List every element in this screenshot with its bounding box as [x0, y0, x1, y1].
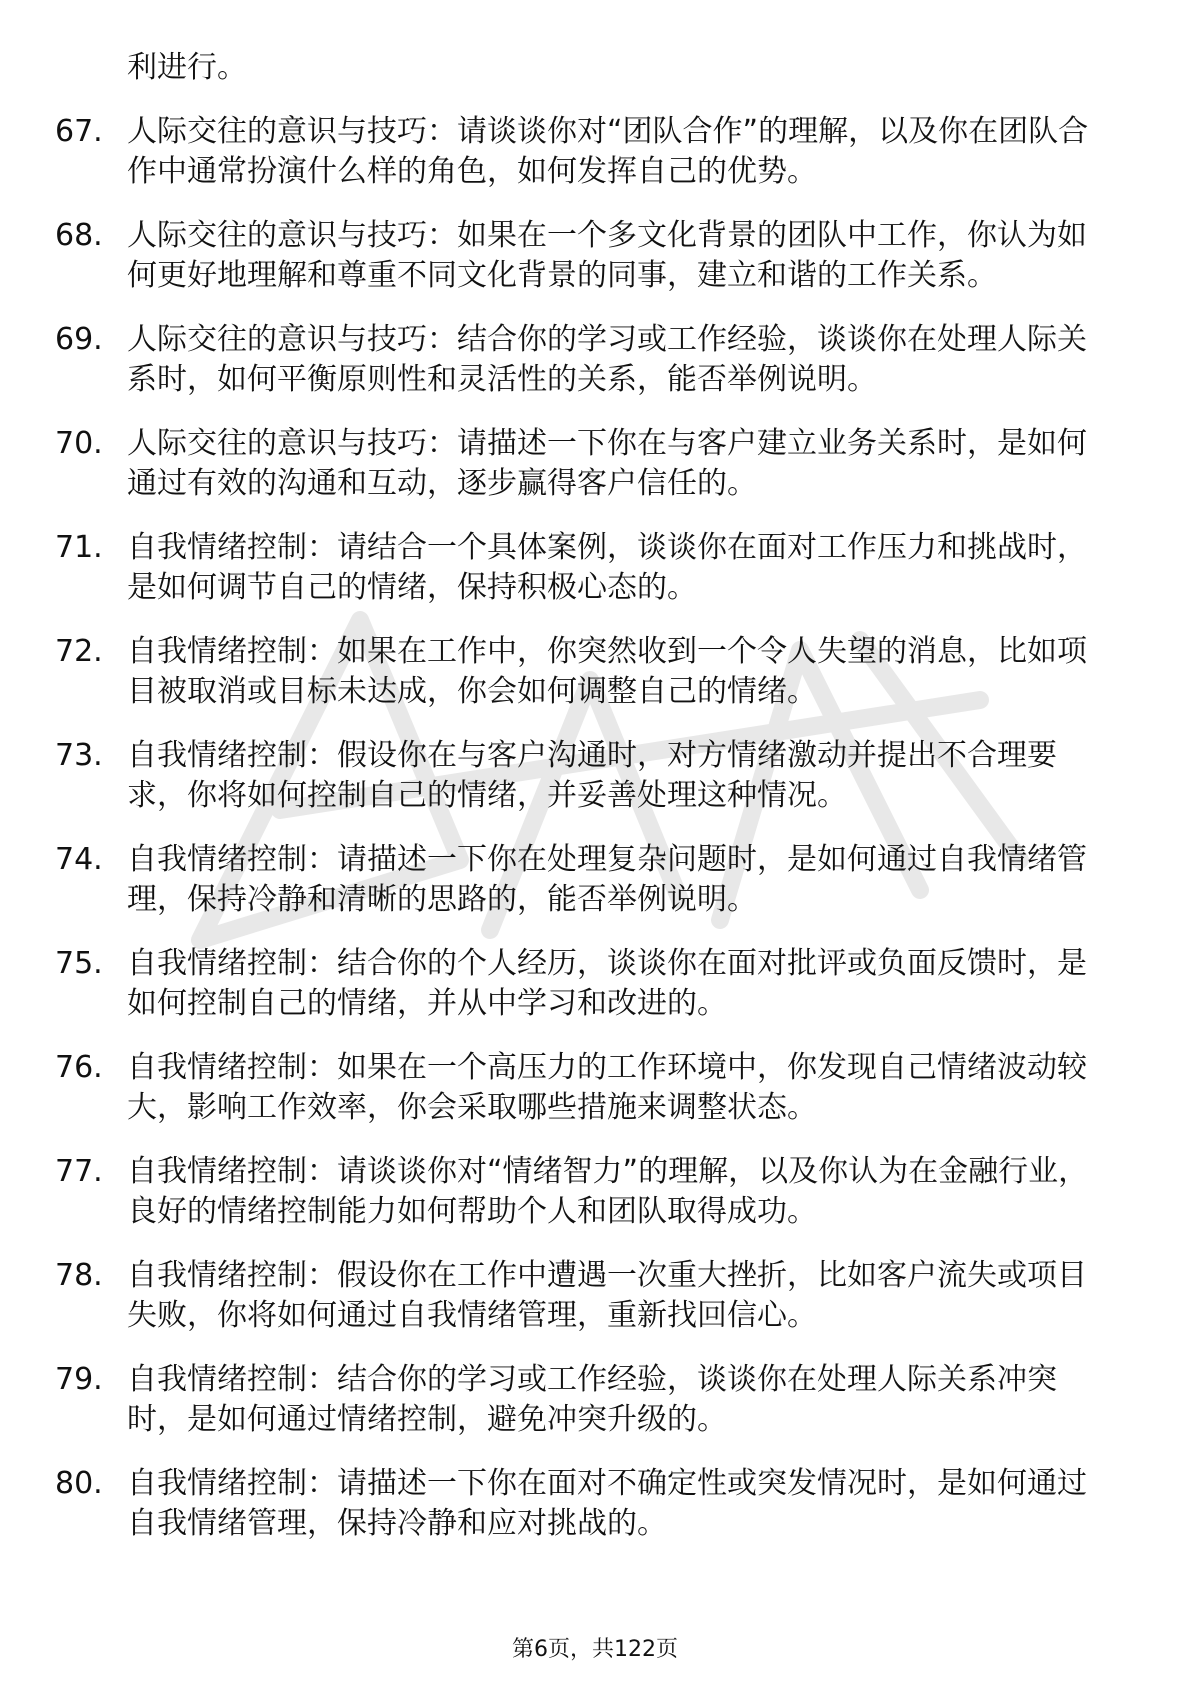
question-number: 68. — [55, 218, 103, 253]
question-text: 人际交往的意识与技巧：如果在一个多文化背景的团队中工作，你认为如何更好地理解和尊重不同文化背景的同事，建立和谐的工作关系。 — [127, 218, 1087, 293]
question-text: 自我情绪控制：假设你在与客户沟通时，对方情绪激动并提出不合理要求，你将如何控制自己的情绪，并妥善处理这种情况。 — [127, 738, 1057, 813]
question-item — [55, 840, 1115, 920]
continuation-text: 利进行。 — [127, 50, 247, 85]
question-number: 73. — [55, 738, 103, 773]
question-item — [55, 1152, 1115, 1232]
question-number: 77. — [55, 1154, 103, 1189]
question-number: 80. — [55, 1466, 103, 1501]
content-area — [55, 48, 1115, 1568]
question-text: 自我情绪控制：结合你的学习或工作经验，谈谈你在处理人际关系冲突时，是如何通过情绪控制，避免冲突升级的。 — [127, 1362, 1057, 1437]
question-text: 自我情绪控制：请描述一下你在面对不确定性或突发情况时，是如何通过自我情绪管理，保持冷静和应对挑战的。 — [127, 1466, 1087, 1541]
question-item — [55, 736, 1115, 816]
question-text: 自我情绪控制：请结合一个具体案例，谈谈你在面对工作压力和挑战时，是如何调节自己的情绪，保持积极心态的。 — [127, 530, 1087, 605]
question-item — [55, 1464, 1115, 1544]
question-number: 76. — [55, 1050, 103, 1085]
question-text: 人际交往的意识与技巧：请谈谈你对“团队合作”的理解，以及你在团队合作中通常扮演什么样的角色，如何发挥自己的优势。 — [127, 114, 1089, 189]
question-number: 74. — [55, 842, 103, 877]
question-text: 人际交往的意识与技巧：请描述一下你在与客户建立业务关系时，是如何通过有效的沟通和互动，逐步赢得客户信任的。 — [127, 426, 1087, 501]
question-text: 自我情绪控制：如果在一个高压力的工作环境中，你发现自己情绪波动较大，影响工作效率，你会采取哪些措施来调整状态。 — [127, 1050, 1087, 1125]
question-item — [55, 424, 1115, 504]
question-item — [55, 528, 1115, 608]
question-item — [55, 632, 1115, 712]
question-number: 70. — [55, 426, 103, 461]
question-text: 自我情绪控制：请描述一下你在处理复杂问题时，是如何通过自我情绪管理，保持冷静和清晰的思路的，能否举例说明。 — [127, 842, 1087, 917]
question-item — [55, 1360, 1115, 1440]
question-number: 75. — [55, 946, 103, 981]
page-footer: 第6页，共122页 — [512, 1637, 678, 1662]
question-number: 79. — [55, 1362, 103, 1397]
question-text: 自我情绪控制：结合你的个人经历，谈谈你在面对批评或负面反馈时，是如何控制自己的情绪，并从中学习和改进的。 — [127, 946, 1087, 1021]
question-item — [55, 112, 1115, 192]
question-item — [55, 216, 1115, 296]
question-item — [55, 1048, 1115, 1128]
question-number: 69. — [55, 322, 103, 357]
question-number: 78. — [55, 1258, 103, 1293]
question-number: 71. — [55, 530, 103, 565]
question-number: 72. — [55, 634, 103, 669]
question-number: 67. — [55, 114, 103, 149]
question-item — [55, 1256, 1115, 1336]
question-item — [55, 944, 1115, 1024]
question-text: 人际交往的意识与技巧：结合你的学习或工作经验，谈谈你在处理人际关系时，如何平衡原则性和灵活性的关系，能否举例说明。 — [127, 322, 1087, 397]
question-text: 自我情绪控制：请谈谈你对“情绪智力”的理解，以及你认为在金融行业，良好的情绪控制能力如何帮助个人和团队取得成功。 — [127, 1154, 1089, 1229]
question-text: 自我情绪控制：假设你在工作中遭遇一次重大挫折，比如客户流失或项目失败，你将如何通过自我情绪管理，重新找回信心。 — [127, 1258, 1087, 1333]
question-item — [55, 320, 1115, 400]
question-text: 自我情绪控制：如果在工作中，你突然收到一个令人失望的消息，比如项目被取消或目标未达成，你会如何调整自己的情绪。 — [127, 634, 1087, 709]
